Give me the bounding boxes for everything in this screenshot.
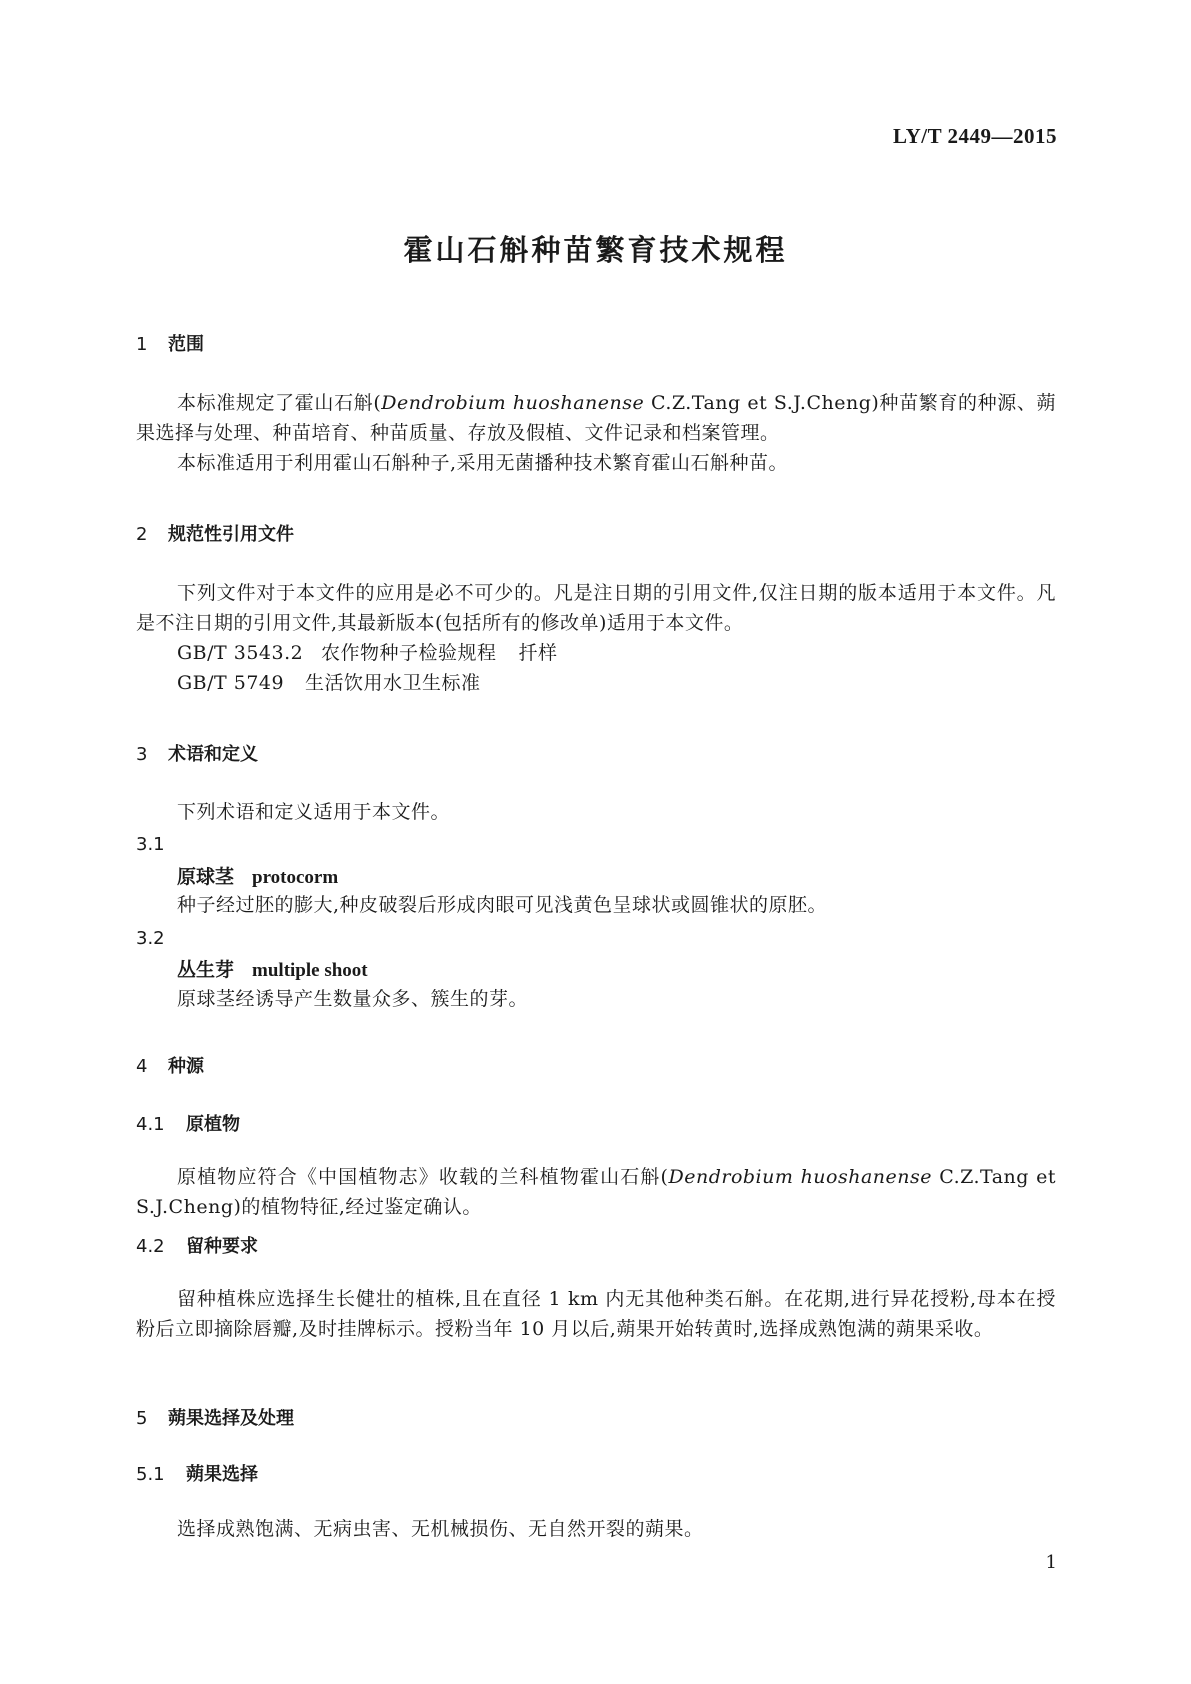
section-1-paragraph-2: 本标准适用于利用霍山石斛种子,采用无菌播种技术繁育霍山石斛种苗。 [177,452,789,474]
section-title: 种源 [168,1056,204,1077]
section-number: 3 [136,744,148,765]
reference-title: 农作物种子检验规程 [321,642,497,664]
term-number: 3.2 [136,928,165,949]
latin-name: Dendrobium huoshanense [668,1166,933,1188]
section-number: 4 [136,1056,148,1077]
page-number: 1 [1045,1552,1057,1573]
section-3-heading [136,740,258,766]
section-title: 术语和定义 [168,744,258,765]
section-title: 规范性引用文件 [168,524,294,545]
section-1-paragraph-1: 本标准规定了霍山石斛(Dendrobium huoshanense C.Z.Tang et S.J.Cheng)种苗繁育的种源、蒴果选择与处理、种苗培育、种苗质量、存放及假植、文件记录和档案管理。 [136,392,1057,444]
normative-reference [177,638,558,668]
section-4-heading [136,1052,204,1078]
section-1-heading [136,330,204,356]
subsection-number: 5.1 [136,1464,165,1485]
section-3-intro: 下列术语和定义适用于本文件。 [177,801,451,823]
term-entry [177,862,338,889]
subsection-title: 留种要求 [186,1236,258,1257]
latin-name: Dendrobium huoshanense [381,392,645,414]
section-title: 范围 [168,334,204,355]
subsection-title: 原植物 [186,1114,240,1135]
section-2-heading [136,520,294,546]
section-number: 5 [136,1408,148,1429]
subsection-number: 4.2 [136,1236,165,1257]
section-number: 2 [136,524,148,545]
subsection-5-1-paragraph: 选择成熟饱满、无病虫害、无机械损伤、无自然开裂的蒴果。 [177,1518,704,1540]
section-number: 1 [136,334,148,355]
term-chinese: 丛生芽 [177,959,235,981]
reference-code: GB/T 3543.2 [177,642,304,664]
term-english: multiple shoot [252,960,368,981]
subsection-4-2-paragraph: 留种植株应选择生长健壮的植株,且在直径 1 km 内无其他种类石斛。在花期,进行异花授粉,母本在授粉后立即摘除唇瓣,及时挂牌标示。授粉当年 10 月以后,蒴果开始转黄时,选择成熟饱满的蒴果采收。 [136,1288,1056,1340]
subsection-4-2-heading [136,1232,258,1258]
document-title: 霍山石斛种苗繁育技术规程 [403,233,788,267]
subsection-4-1-paragraph: 原植物应符合《中国植物志》收载的兰科植物霍山石斛(Dendrobium huoshanense C.Z.Tang et S.J.Cheng)的植物特征,经过鉴定确认。 [136,1166,1057,1218]
section-title: 蒴果选择及处理 [168,1408,294,1429]
subsection-4-1-heading [136,1110,240,1136]
term-english: protocorm [252,867,339,888]
term-definition: 种子经过胚的膨大,种皮破裂后形成肉眼可见浅黄色呈球状或圆锥状的原胚。 [177,894,828,916]
subsection-number: 4.1 [136,1114,165,1135]
term-entry [177,955,368,982]
reference-title: 生活饮用水卫生标准 [305,672,481,694]
reference-code: GB/T 5749 [177,672,285,694]
term-chinese: 原球茎 [177,866,235,888]
subsection-title: 蒴果选择 [186,1464,258,1485]
normative-reference [177,668,481,698]
reference-extra: 扦样 [518,642,558,664]
term-definition: 原球茎经诱导产生数量众多、簇生的芽。 [177,988,529,1010]
term-number: 3.1 [136,834,165,855]
subsection-5-1-heading [136,1460,258,1486]
section-5-heading [136,1404,294,1430]
standard-code: LY/T 2449—2015 [893,124,1057,148]
section-2-paragraph: 下列文件对于本文件的应用是必不可少的。凡是注日期的引用文件,仅注日期的版本适用于本文件。凡是不注日期的引用文件,其最新版本(包括所有的修改单)适用于本文件。 [136,582,1056,634]
